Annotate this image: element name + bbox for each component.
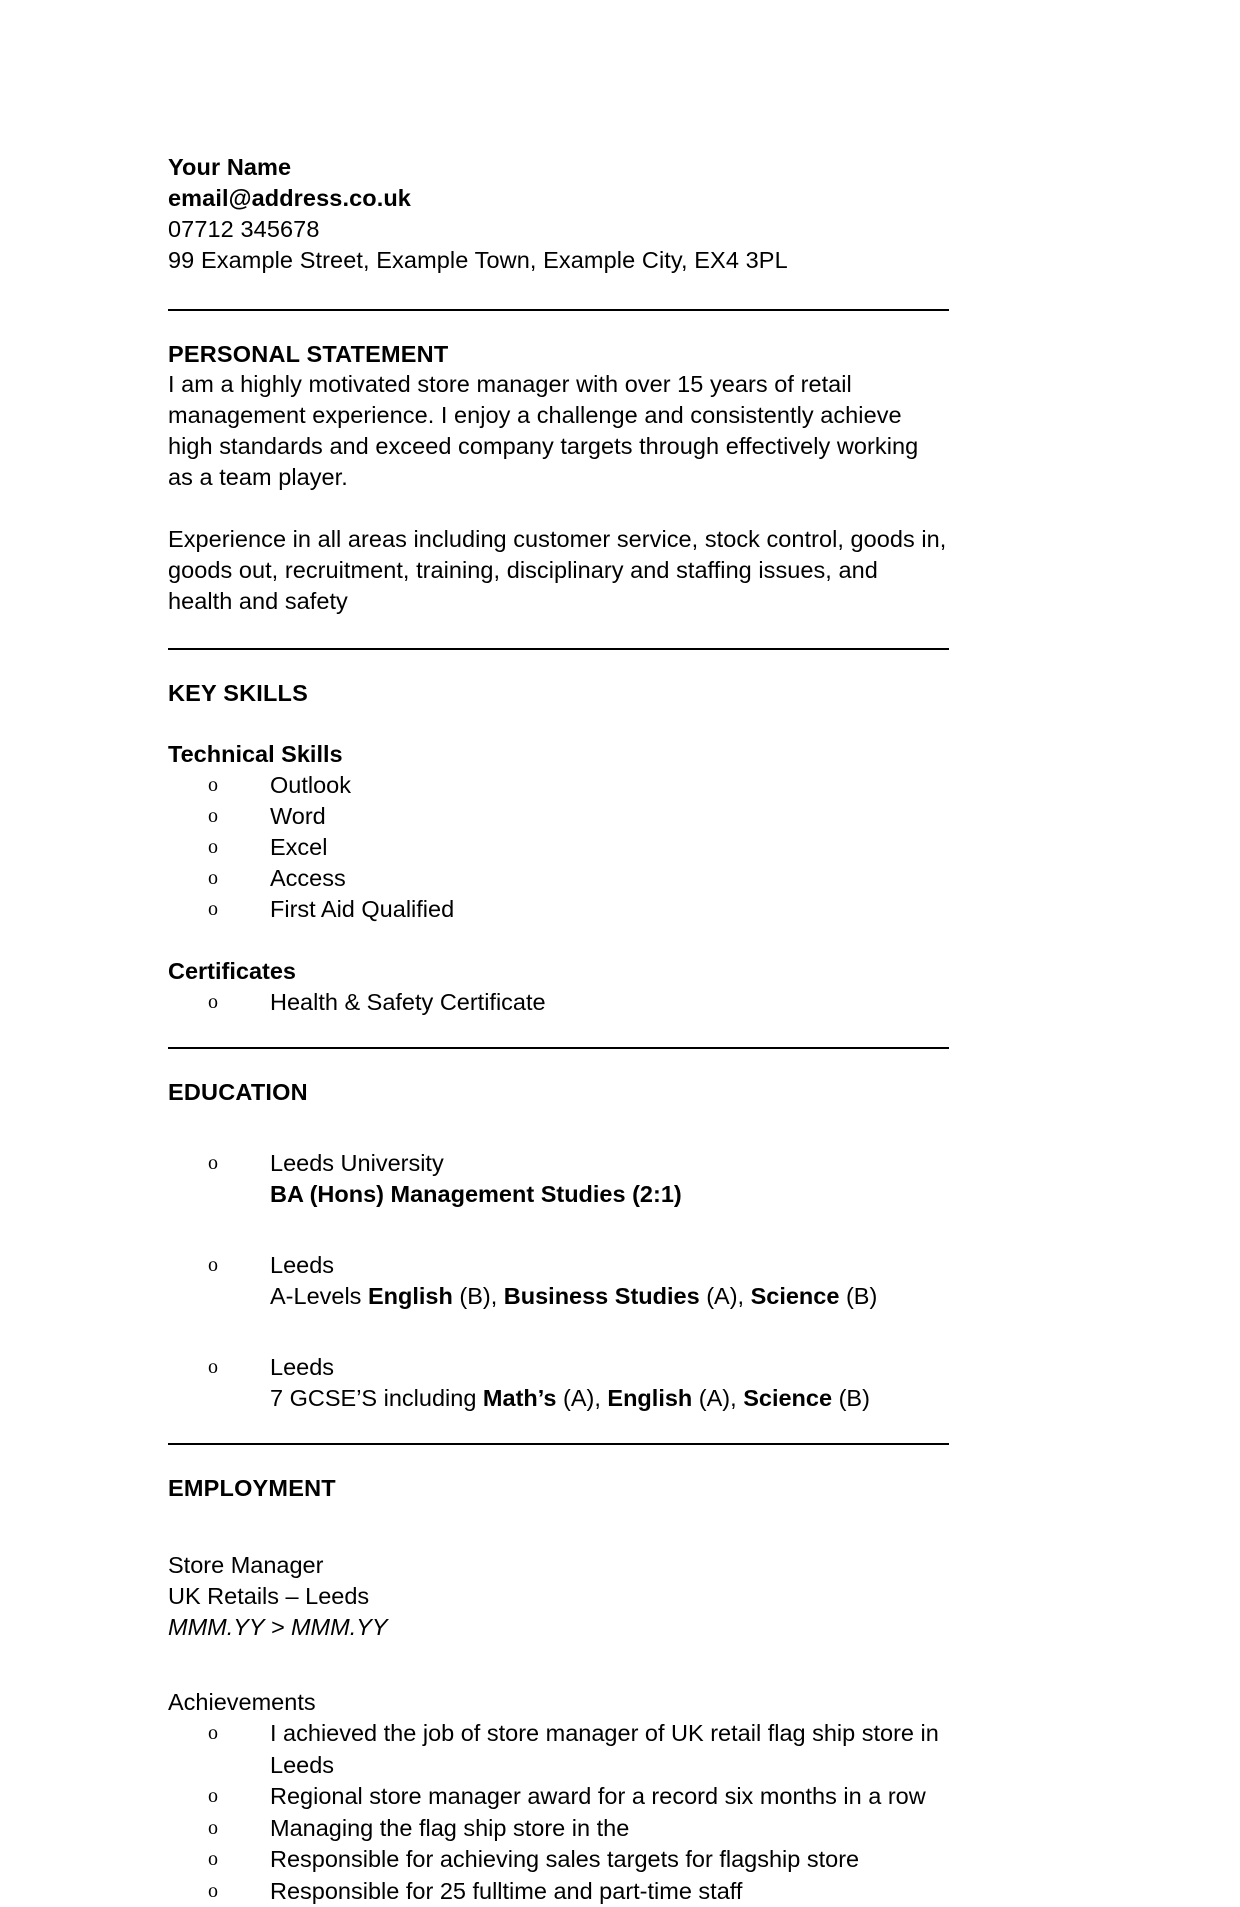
education-entry: [168, 1250, 948, 1312]
personal-statement-section: [168, 339, 948, 617]
section-divider: [168, 309, 949, 311]
list-item-label: First Aid Qualified: [270, 896, 454, 922]
list-item-label: I achieved the job of store manager of UK retail flag ship store in Leeds: [270, 1720, 939, 1778]
job-title: Store Manager: [168, 1550, 948, 1581]
circle-bullet-icon: [208, 863, 218, 894]
list-item: [168, 894, 948, 925]
list-item: [168, 863, 948, 894]
education-institution-row: [168, 1250, 948, 1281]
employment-heading: EMPLOYMENT: [168, 1473, 948, 1503]
education-detail: A-Levels English (B), Business Studies (A), Science (B): [168, 1281, 948, 1312]
education-list: [168, 1148, 948, 1414]
achievements-label: Achievements: [168, 1687, 948, 1718]
education-heading: EDUCATION: [168, 1077, 948, 1107]
list-item: [168, 832, 948, 863]
list-item-label: Responsible for 25 fulltime and part-time staff: [270, 1878, 742, 1904]
circle-bullet-icon: [208, 1781, 218, 1812]
circle-bullet-icon: [208, 770, 218, 801]
contact-header: [168, 152, 948, 276]
education-detail: 7 GCSE’S including Math’s (A), English (A), Science (B): [168, 1383, 948, 1414]
list-item-label: Managing the flag ship store in the: [270, 1815, 629, 1841]
list-item: [168, 1781, 948, 1813]
section-divider: [168, 1443, 949, 1445]
candidate-phone: 07712 345678: [168, 214, 948, 245]
list-item-label: Responsible for achieving sales targets for flagship store: [270, 1846, 859, 1872]
education-institution-row: [168, 1352, 948, 1383]
education-detail: BA (Hons) Management Studies (2:1): [168, 1179, 948, 1210]
circle-bullet-icon: [208, 1718, 218, 1749]
list-item: [168, 1876, 948, 1907]
candidate-address: 99 Example Street, Example Town, Example City, EX4 3PL: [168, 245, 948, 276]
list-item: [168, 1844, 948, 1876]
circle-bullet-icon: [208, 1352, 218, 1383]
list-item-label: Excel: [270, 834, 327, 860]
list-item: [168, 1718, 948, 1781]
job-dates: MMM.YY > MMM.YY: [168, 1612, 948, 1643]
personal-statement-paragraph-2: Experience in all areas including customer service, stock control, goods in, goods out, recruitment, training, disciplinary and staffing issues, and health and safety: [168, 524, 948, 617]
list-item: [168, 987, 948, 1018]
certificates-list: [168, 987, 948, 1018]
technical-skills-subheading: Technical Skills: [168, 739, 948, 770]
list-item: [168, 801, 948, 832]
achievements-list: [168, 1718, 948, 1907]
resume-content: [168, 152, 948, 1907]
education-institution-row: [168, 1148, 948, 1179]
key-skills-heading: KEY SKILLS: [168, 678, 948, 708]
job-entry: [168, 1550, 948, 1643]
circle-bullet-icon: [208, 1148, 218, 1179]
list-item: [168, 1813, 948, 1845]
circle-bullet-icon: [208, 1876, 218, 1907]
personal-statement-paragraph-1: I am a highly motivated store manager with over 15 years of retail management experience. I enjoy a challenge and consistently achieve high standards and exceed company targets through effectively working as a team player.: [168, 369, 948, 493]
candidate-email: email@address.co.uk: [168, 183, 948, 214]
list-item-label: Access: [270, 865, 346, 891]
candidate-name: Your Name: [168, 152, 948, 183]
circle-bullet-icon: [208, 1250, 218, 1281]
employment-section: [168, 1473, 948, 1907]
circle-bullet-icon: [208, 894, 218, 925]
certificates-subheading: Certificates: [168, 956, 948, 987]
technical-skills-list: [168, 770, 948, 925]
list-item-label: Word: [270, 803, 326, 829]
circle-bullet-icon: [208, 832, 218, 863]
education-entry: [168, 1148, 948, 1210]
circle-bullet-icon: [208, 801, 218, 832]
circle-bullet-icon: [208, 1844, 218, 1875]
list-item-label: Health & Safety Certificate: [270, 989, 546, 1015]
personal-statement-heading: PERSONAL STATEMENT: [168, 339, 948, 369]
circle-bullet-icon: [208, 1813, 218, 1844]
job-employer: UK Retails – Leeds: [168, 1581, 948, 1612]
education-entry: [168, 1352, 948, 1414]
list-item-label: Regional store manager award for a record six months in a row: [270, 1783, 926, 1809]
circle-bullet-icon: [208, 987, 218, 1018]
list-item: [168, 770, 948, 801]
education-institution: Leeds: [270, 1252, 334, 1278]
list-item-label: Outlook: [270, 772, 351, 798]
education-institution: Leeds University: [270, 1150, 444, 1176]
education-section: [168, 1077, 948, 1414]
section-divider: [168, 1047, 949, 1049]
section-divider: [168, 648, 949, 650]
key-skills-section: [168, 678, 948, 1018]
education-institution: Leeds: [270, 1354, 334, 1380]
